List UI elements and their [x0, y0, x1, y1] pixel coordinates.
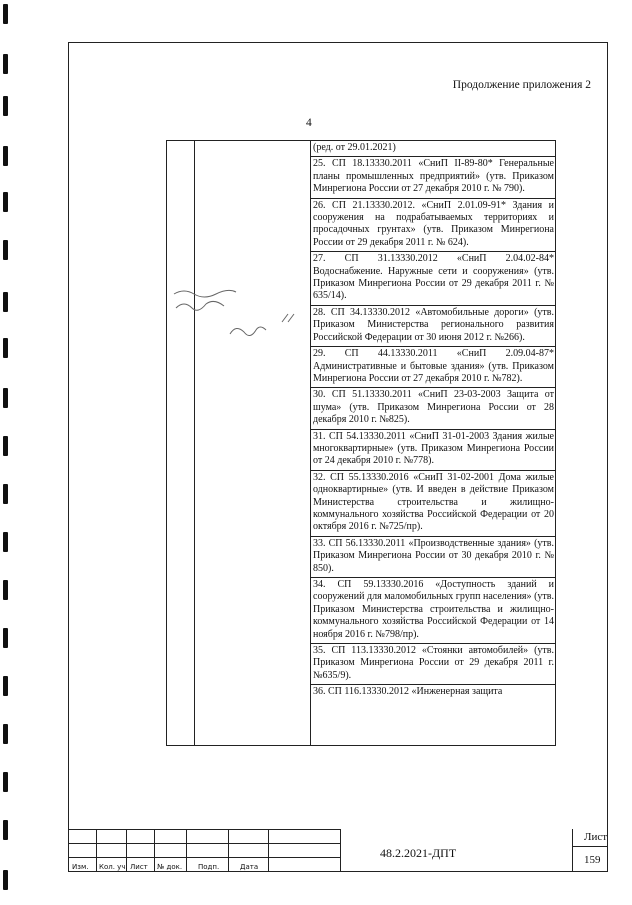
- list-item: 36. СП 116.13330.2012 «Инженерная защита: [313, 686, 503, 698]
- list-item: 28. СП 34.13330.2012 «Автомобильные дороги» (утв. Приказом Министерства регионального развития Российской Федерации от 30 июня 2012 г. №266).: [310, 306, 556, 347]
- list-item: 35. СП 113.13330.2012 «Стоянки автомобилей» (утв. Приказом Минрегиона России от 29 декабря 2011 г. №635/9).: [310, 644, 556, 685]
- list-item: 27. СП 31.13330.2012 «СниП 2.04.02-84* Водоснабжение. Наружные сети и сооружения» (утв. Приказом Минрегиона России от 29 декабря 2011 г. № 635/14).: [310, 252, 556, 306]
- list-item: (ред. от 29.01.2021): [310, 141, 556, 157]
- handwritten-stamp: [130, 270, 310, 370]
- page-number: 4: [306, 117, 312, 129]
- sheet-number: 159: [584, 854, 601, 866]
- column-label-signature: Подп.: [198, 863, 220, 871]
- binding-marks: [0, 0, 14, 905]
- list-item: 26. СП 21.13330.2012. «СниП 2.01.09-91* Здания и сооружения на подрабатываемых территориях и просадочных грунтах» (утв. Приказом Минрегиона России от 29 декабря 2011 г. № 624).: [310, 199, 556, 253]
- list-item: 29. СП 44.13330.2011 «СниП 2.09.04-87* Административные и бытовые здания» (утв. Приказом Минрегиона России от 27 декабря 2010 г. №782).: [310, 347, 556, 388]
- continuation-note: Продолжение приложения 2: [452, 79, 591, 91]
- document-table: [166, 140, 556, 746]
- stamp-scribble: [130, 270, 310, 370]
- list-item: 33. СП 56.13330.2011 «Производственные здания» (утв. Приказом Минрегиона России от 30 декабря 2010 г. № 850).: [310, 537, 556, 578]
- title-block: [68, 829, 608, 872]
- list-item: 32. СП 55.13330.2016 «СниП 31-02-2001 Дома жилые одноквартирные» (утв. И введен в действие Приказом Министерства строительства и жилищно-коммунального хозяйства Российской Федерации от 20 октября 2016 г. №725/пр).: [310, 471, 556, 537]
- column-label-izm: Изм.: [72, 863, 89, 871]
- list-item: 25. СП 18.13330.2011 «СниП II-89-80* Генеральные планы промышленных предприятий» (утв. Приказом Минрегиона России от 27 декабря 2010 г. № 790).: [310, 157, 556, 198]
- list-item: 34. СП 59.13330.2016 «Доступность зданий и сооружений для маломобильных групп населения» (утв. Приказом Министерства строительства и жилищно-коммунального хозяйства Российской Федерации от 14 ноября 2016 г. №798/пр).: [310, 578, 556, 644]
- column-label-list: Лист: [130, 863, 148, 871]
- list-item: 30. СП 51.13330.2011 «СниП 23-03-2003 Защита от шума» (утв. Приказом Минрегиона России от 28 декабря 2010 г. №825).: [310, 388, 556, 429]
- column-label-doc-number: № док.: [157, 863, 183, 871]
- column-label-kol-uch: Кол. уч.: [99, 863, 128, 871]
- sheet-label: Лист: [584, 831, 608, 843]
- column-label-date: Дата: [240, 863, 259, 871]
- entries-list: [310, 141, 556, 701]
- document-code: 48.2.2021-ДПТ: [380, 846, 457, 860]
- list-item: 31. СП 54.13330.2011 «СниП 31-01-2003 Здания жилые многоквартирные» (утв. Приказом Минрегиона России от 24 декабря 2010 г. №778).: [310, 430, 556, 471]
